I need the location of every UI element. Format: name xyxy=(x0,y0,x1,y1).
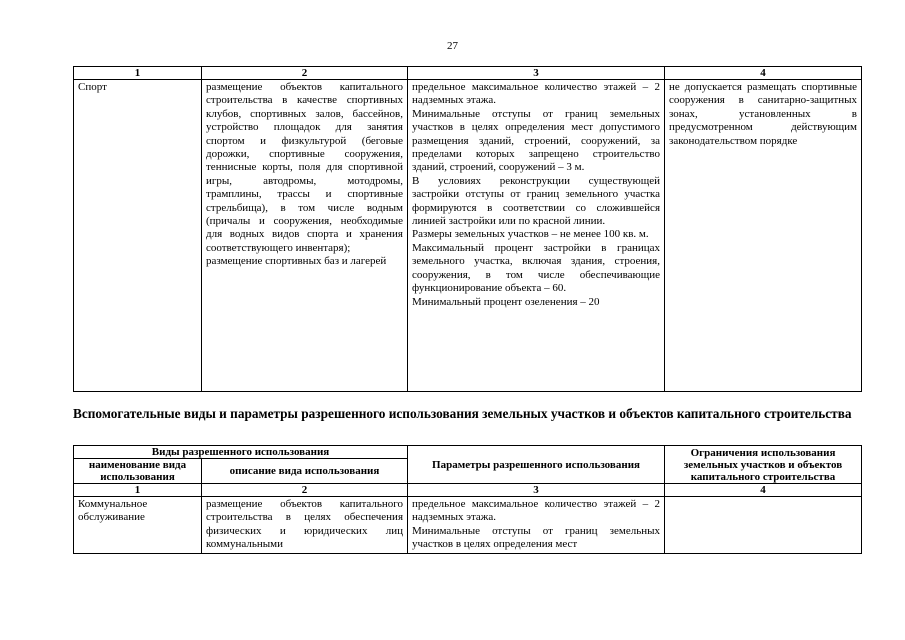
column-number-row xyxy=(74,67,862,80)
column-number: 3 xyxy=(408,484,665,497)
main-use-table xyxy=(73,66,862,392)
use-parameters xyxy=(408,80,665,392)
column-number: 2 xyxy=(202,67,408,80)
header-name: наименование вида использования xyxy=(74,459,202,484)
header-desc: описание вида использования xyxy=(202,459,408,484)
parameter-paragraph: предельное максимальное количество этажей – 2 надземных этажа. xyxy=(412,81,660,107)
column-number: 4 xyxy=(665,67,862,80)
use-name: Спорт xyxy=(74,80,202,392)
column-number: 1 xyxy=(74,67,202,80)
description-paragraph: размещение спортивных баз и лагерей xyxy=(206,255,387,268)
header-row xyxy=(74,446,862,459)
table-row xyxy=(74,497,862,554)
table-row xyxy=(74,80,862,392)
section-title: Вспомогательные виды и параметры разрешенного использования земельных участков и объектов капитального строительства xyxy=(73,406,852,421)
description-paragraph: размещение объектов капитального строительства в качестве спортивных клубов, спортивных залов, бассейнов, устройство площадок для занятия спортом и физкультурой (беговые дорожки, спортивные сооружения, теннисные корты, поля для спортивной игры, автодромы, мотодромы, трамплины, трассы и спортивные стрельбища), в том числе водным (причалы и сооружения, необходимые для водных видов спорта и хранения соответствующего инвентаря); xyxy=(206,81,403,254)
use-name: Коммунальное обслуживание xyxy=(74,497,202,554)
parameter-paragraph: Максимальный процент застройки в границах земельного участка, включая здания, строения, сооружения, в том числе обеспечивающие функционирование объекта – 60. xyxy=(412,241,660,295)
use-restrictions xyxy=(665,497,862,554)
use-description xyxy=(202,80,408,392)
header-group: Виды разрешенного использования xyxy=(74,446,408,459)
column-number-row xyxy=(74,484,862,497)
column-number: 3 xyxy=(408,67,665,80)
parameter-paragraph: В условиях реконструкции существующей застройки отступы от границ земельного участка формируются в соответствии со сложившейся линией застройки или по красной линии. xyxy=(412,174,660,228)
parameter-paragraph: Минимальные отступы от границ земельных участков в целях определения мест xyxy=(412,524,661,551)
parameter-paragraph: Минимальный процент озеленения – 20 xyxy=(412,295,600,308)
column-number: 1 xyxy=(74,484,202,497)
use-parameters xyxy=(408,497,665,554)
page-number: 27 xyxy=(447,40,458,52)
column-number: 2 xyxy=(202,484,408,497)
column-number: 4 xyxy=(665,484,862,497)
use-description: размещение объектов капитального строительства в целях обеспечения физических и юридических лиц коммунальными xyxy=(202,497,408,554)
header-params: Параметры разрешенного использования xyxy=(408,446,665,484)
parameter-paragraph: Размеры земельных участков – не менее 100 кв. м. xyxy=(412,228,649,241)
parameter-paragraph: предельное максимальное количество этажей – 2 надземных этажа. xyxy=(412,498,661,524)
parameter-paragraph: Минимальные отступы от границ земельных участков в целях определения мест допустимого размещения зданий, строений, сооружений, за пределами которых запрещено строительство зданий, строений, сооружений – 3 м. xyxy=(412,107,660,174)
use-restrictions: не допускается размещать спортивные сооружения в санитарно-защитных зонах, установленных в предусмотренном действующим законодательством порядке xyxy=(665,80,862,392)
auxiliary-use-table xyxy=(73,445,862,554)
header-restrictions: Ограничения использования земельных участков и объектов капитального строительства xyxy=(665,446,862,484)
